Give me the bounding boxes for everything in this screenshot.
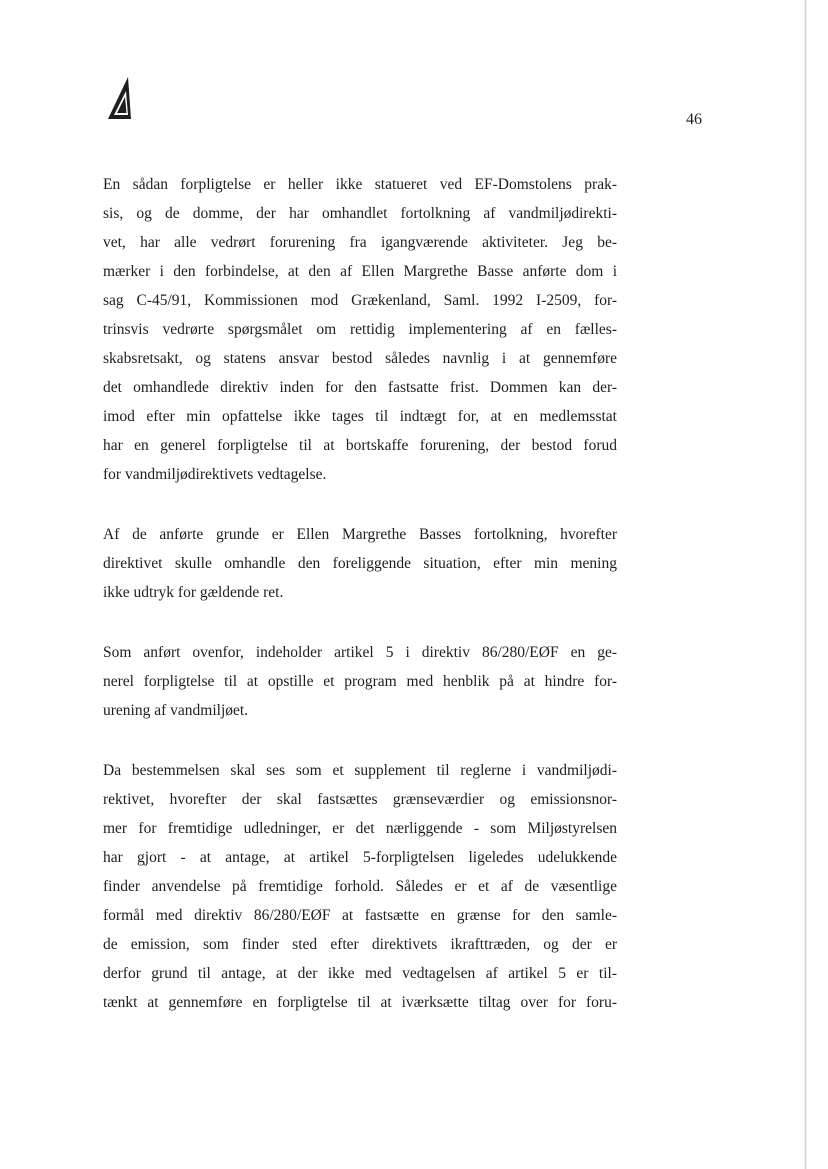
scan-edge-shadow: [804, 0, 807, 1169]
paragraph: [103, 170, 617, 489]
text-line: rektivet, hvorefter der skal fastsættes grænseværdier og emissionsnor-: [103, 791, 617, 808]
text-line: de emission, som finder sted efter direktivets ikrafttræden, og der er: [103, 936, 617, 953]
text-line: skabsretsakt, og statens ansvar bestod således navnlig i at gennemføre: [103, 350, 617, 367]
page-number: 46: [686, 111, 702, 128]
text-line: Da bestemmelsen skal ses som et supplement til reglerne i vandmiljødi-: [103, 762, 617, 779]
body-text: [103, 170, 617, 1048]
text-line: har gjort - at antage, at artikel 5-forpligtelsen ligeledes udelukkende: [103, 849, 617, 866]
text-line: finder anvendelse på fremtidige forhold. Således er et af de væsentlige: [103, 878, 617, 895]
text-line: ikke udtryk for gældende ret.: [103, 584, 284, 601]
text-line: En sådan forpligtelse er heller ikke statueret ved EF-Domstolens prak-: [103, 176, 617, 193]
text-line: sis, og de domme, der har omhandlet fortolkning af vandmiljødirekti-: [103, 205, 617, 222]
text-line: Som anført ovenfor, indeholder artikel 5 i direktiv 86/280/EØF en ge-: [103, 644, 617, 661]
text-line: trinsvis vedrørte spørgsmålet om rettidig implementering af en fælles-: [103, 321, 617, 338]
text-line: vet, har alle vedrørt forurening fra igangværende aktiviteter. Jeg be-: [103, 234, 617, 251]
text-line: mærker i den forbindelse, at den af Ellen Margrethe Basse anførte dom i: [103, 263, 617, 280]
text-line: urening af vandmiljøet.: [103, 702, 249, 719]
text-line: mer for fremtidige udledninger, er det nærliggende - som Miljøstyrelsen: [103, 820, 617, 837]
paragraph: [103, 520, 617, 607]
triangle-sail-logo-icon: [108, 77, 134, 119]
text-line: direktivet skulle omhandle den foreliggende situation, efter min mening: [103, 555, 617, 572]
text-line: sag C-45/91, Kommissionen mod Grækenland, Saml. 1992 I-2509, for-: [103, 292, 617, 309]
text-line: nerel forpligtelse til at opstille et program med henblik på at hindre for-: [103, 673, 617, 690]
text-line: derfor grund til antage, at der ikke med vedtagelsen af artikel 5 er til-: [103, 965, 617, 982]
text-line: formål med direktiv 86/280/EØF at fastsætte en grænse for den samle-: [103, 907, 617, 924]
text-line: tænkt at gennemføre en forpligtelse til at iværksætte tiltag over for foru-: [103, 994, 617, 1011]
text-line: imod efter min opfattelse ikke tages til indtægt for, at en medlemsstat: [103, 408, 617, 425]
text-line: har en generel forpligtelse til at bortskaffe forurening, der bestod forud: [103, 437, 617, 454]
paragraph: [103, 756, 617, 1017]
paragraph: [103, 638, 617, 725]
text-line: Af de anførte grunde er Ellen Margrethe Basses fortolkning, hvorefter: [103, 526, 617, 543]
text-line: det omhandlede direktiv inden for den fastsatte frist. Dommen kan der-: [103, 379, 617, 396]
text-line: for vandmiljødirektivets vedtagelse.: [103, 466, 327, 483]
